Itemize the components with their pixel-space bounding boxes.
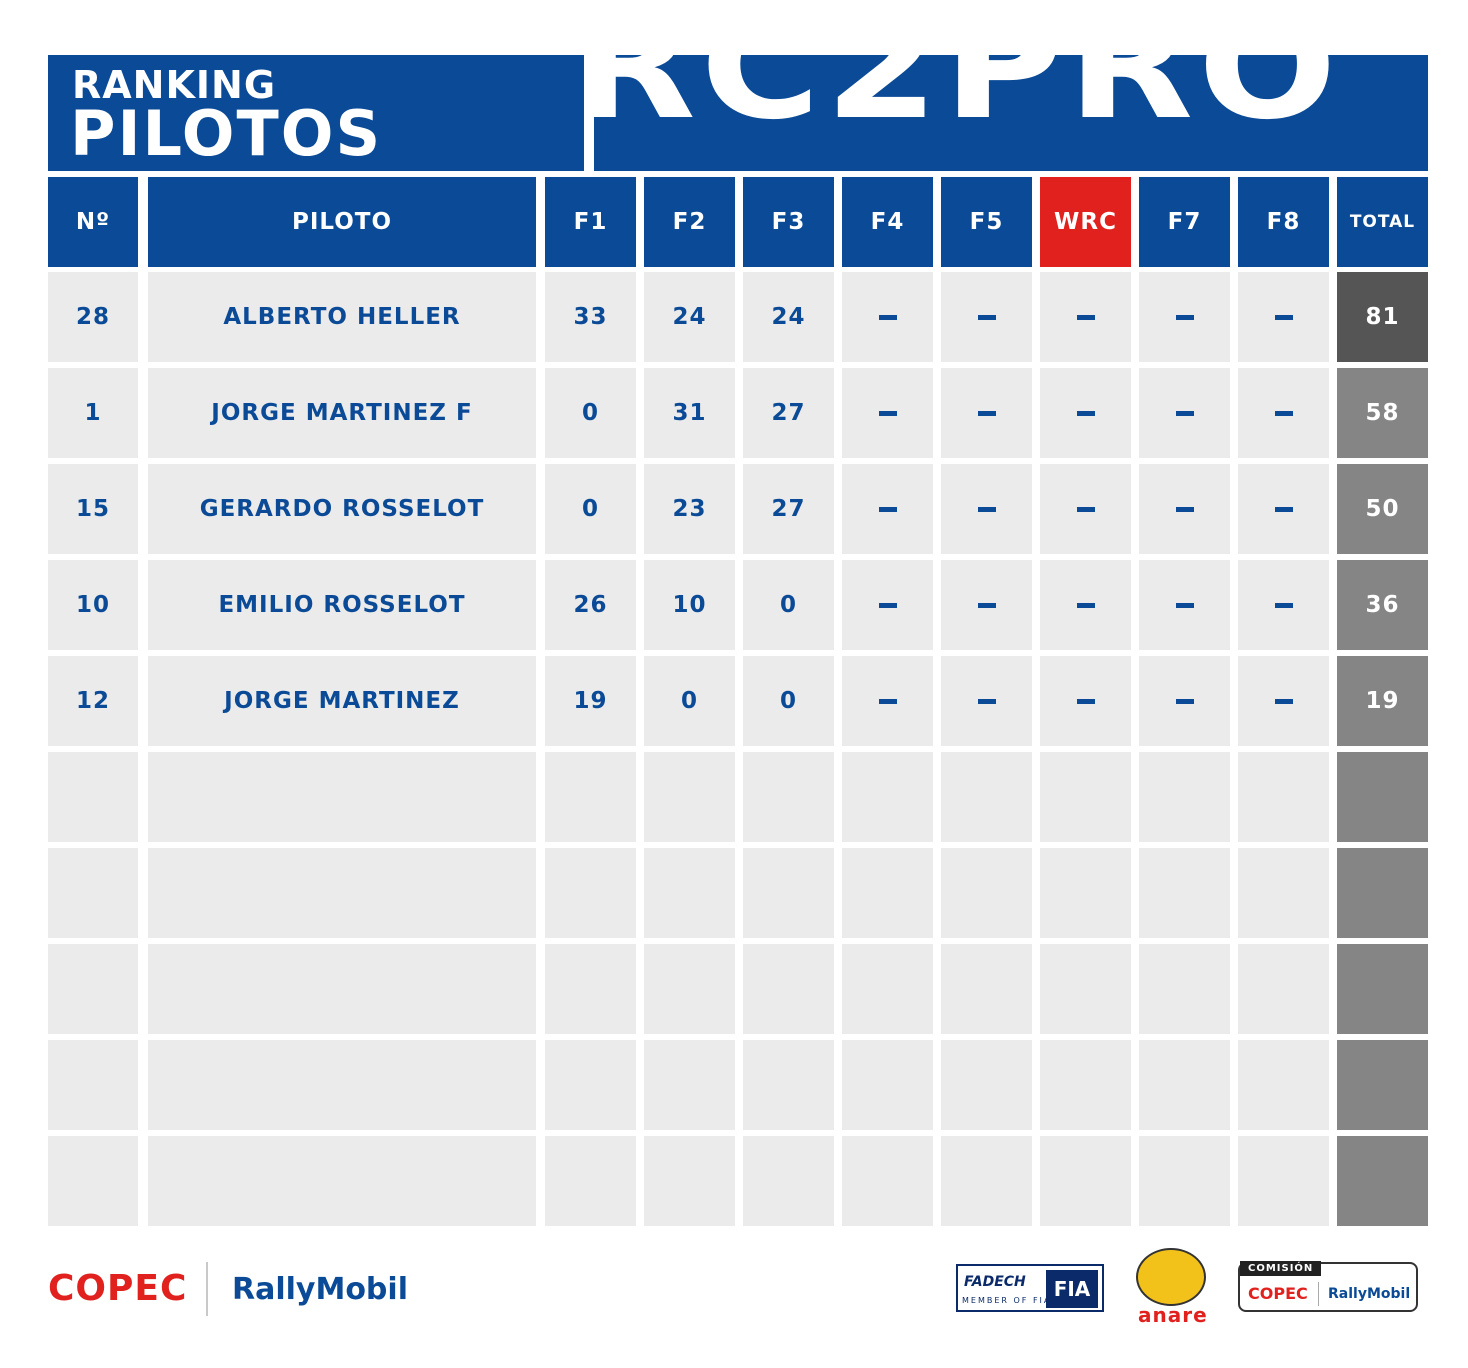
total-points: 19 — [1337, 656, 1428, 746]
round-score — [1040, 656, 1131, 746]
comision-rallymobil-logo: RallyMobil — [1328, 1286, 1411, 1302]
empty-cell — [743, 1040, 834, 1130]
empty-cell — [48, 944, 138, 1034]
empty-cell — [48, 1040, 138, 1130]
round-score — [1139, 560, 1230, 650]
empty-cell — [842, 1040, 933, 1130]
round-score — [842, 656, 933, 746]
header-n: Nº — [48, 177, 138, 267]
no-score-dash — [879, 315, 897, 320]
row-number: 1 — [48, 368, 138, 458]
empty-cell — [1238, 1040, 1329, 1130]
no-score-dash — [1275, 411, 1293, 416]
no-score-dash — [1077, 411, 1095, 416]
empty-cell — [545, 752, 636, 842]
fadech-text: FADECH — [964, 1274, 1026, 1290]
round-score — [842, 464, 933, 554]
round-score: 31 — [644, 368, 735, 458]
round-score: 19 — [545, 656, 636, 746]
empty-cell — [1040, 1040, 1131, 1130]
round-score — [941, 368, 1032, 458]
empty-cell — [1139, 848, 1230, 938]
no-score-dash — [978, 411, 996, 416]
empty-cell — [941, 752, 1032, 842]
rallymobil-logo: RallyMobil — [232, 1272, 408, 1307]
round-score — [1238, 272, 1329, 362]
header-f5: F5 — [941, 177, 1032, 267]
round-score: 0 — [545, 464, 636, 554]
no-score-dash — [879, 507, 897, 512]
no-score-dash — [879, 699, 897, 704]
empty-cell — [545, 848, 636, 938]
no-score-dash — [1077, 315, 1095, 320]
round-score: 0 — [545, 368, 636, 458]
empty-cell — [1238, 848, 1329, 938]
row-number: 15 — [48, 464, 138, 554]
no-score-dash — [978, 507, 996, 512]
round-score — [1040, 560, 1131, 650]
total-points: 58 — [1337, 368, 1428, 458]
empty-cell — [48, 848, 138, 938]
round-score: 10 — [644, 560, 735, 650]
empty-cell — [1040, 1136, 1131, 1226]
round-score — [1238, 656, 1329, 746]
empty-cell — [148, 848, 536, 938]
anare-badge-icon — [1136, 1248, 1206, 1306]
no-score-dash — [1275, 699, 1293, 704]
no-score-dash — [978, 315, 996, 320]
empty-cell — [644, 1136, 735, 1226]
total-points: 36 — [1337, 560, 1428, 650]
row-number: 10 — [48, 560, 138, 650]
pilot-name: GERARDO ROSSELOT — [148, 464, 536, 554]
empty-cell — [148, 1040, 536, 1130]
round-score: 24 — [743, 272, 834, 362]
empty-cell — [545, 944, 636, 1034]
empty-cell — [1238, 1136, 1329, 1226]
empty-cell — [644, 752, 735, 842]
round-score — [842, 272, 933, 362]
total-points: 81 — [1337, 272, 1428, 362]
empty-cell — [644, 944, 735, 1034]
empty-cell — [1139, 1040, 1230, 1130]
round-score: 27 — [743, 464, 834, 554]
empty-cell — [842, 848, 933, 938]
round-score — [941, 272, 1032, 362]
pilot-name: EMILIO ROSSELOT — [148, 560, 536, 650]
empty-cell — [1139, 944, 1230, 1034]
header-f8: F8 — [1238, 177, 1329, 267]
empty-cell — [148, 752, 536, 842]
no-score-dash — [879, 603, 897, 608]
no-score-dash — [1275, 315, 1293, 320]
fia-badge: FIA — [1046, 1270, 1098, 1308]
pilot-name: JORGE MARTINEZ F — [148, 368, 536, 458]
header-total: TOTAL — [1337, 177, 1428, 267]
round-score — [1040, 272, 1131, 362]
pilotos-label: PILOTOS — [70, 97, 383, 170]
empty-cell — [1238, 944, 1329, 1034]
round-score — [1040, 464, 1131, 554]
empty-cell — [941, 1040, 1032, 1130]
empty-cell — [545, 1136, 636, 1226]
no-score-dash — [1176, 603, 1194, 608]
total-points: 50 — [1337, 464, 1428, 554]
pilot-name: ALBERTO HELLER — [148, 272, 536, 362]
empty-cell — [644, 1040, 735, 1130]
round-score — [1040, 368, 1131, 458]
round-score — [1139, 272, 1230, 362]
empty-cell — [148, 944, 536, 1034]
no-score-dash — [1176, 507, 1194, 512]
empty-cell — [842, 752, 933, 842]
empty-cell — [743, 848, 834, 938]
empty-cell — [743, 944, 834, 1034]
round-score — [1238, 464, 1329, 554]
empty-cell — [941, 1136, 1032, 1226]
empty-cell — [842, 1136, 933, 1226]
header-f3: F3 — [743, 177, 834, 267]
category-title: RC2PRO — [570, 0, 1342, 152]
empty-cell — [1238, 752, 1329, 842]
empty-cell — [1139, 752, 1230, 842]
empty-cell — [148, 1136, 536, 1226]
header-f7: F7 — [1139, 177, 1230, 267]
no-score-dash — [1176, 699, 1194, 704]
empty-total-cell — [1337, 944, 1428, 1034]
round-score — [1238, 368, 1329, 458]
empty-cell — [48, 752, 138, 842]
comision-copec-logo: COPEC — [1248, 1284, 1308, 1303]
header-f2: F2 — [644, 177, 735, 267]
round-score — [1139, 656, 1230, 746]
empty-cell — [48, 1136, 138, 1226]
no-score-dash — [879, 411, 897, 416]
round-score: 0 — [743, 656, 834, 746]
comision-label: COMISIÓN — [1240, 1261, 1321, 1276]
no-score-dash — [1077, 507, 1095, 512]
no-score-dash — [978, 603, 996, 608]
empty-cell — [1040, 848, 1131, 938]
header-f4: F4 — [842, 177, 933, 267]
round-score — [1139, 464, 1230, 554]
round-score — [941, 656, 1032, 746]
empty-cell — [743, 752, 834, 842]
round-score: 24 — [644, 272, 735, 362]
header-piloto: PILOTO — [148, 177, 536, 267]
header-wrc: WRC — [1040, 177, 1131, 267]
round-score — [941, 560, 1032, 650]
round-score — [941, 464, 1032, 554]
round-score: 23 — [644, 464, 735, 554]
no-score-dash — [1176, 315, 1194, 320]
round-score — [1139, 368, 1230, 458]
row-number: 12 — [48, 656, 138, 746]
comision-divider — [1318, 1282, 1319, 1306]
round-score — [842, 560, 933, 650]
empty-total-cell — [1337, 1040, 1428, 1130]
round-score: 0 — [743, 560, 834, 650]
empty-total-cell — [1337, 848, 1428, 938]
empty-cell — [644, 848, 735, 938]
row-number: 28 — [48, 272, 138, 362]
no-score-dash — [1275, 507, 1293, 512]
footer-divider — [206, 1262, 208, 1316]
empty-total-cell — [1337, 1136, 1428, 1226]
no-score-dash — [1176, 411, 1194, 416]
anare-logo: anare — [1138, 1303, 1208, 1327]
empty-total-cell — [1337, 752, 1428, 842]
round-score: 0 — [644, 656, 735, 746]
round-score: 33 — [545, 272, 636, 362]
round-score — [1238, 560, 1329, 650]
empty-cell — [1040, 752, 1131, 842]
no-score-dash — [1077, 603, 1095, 608]
copec-logo: COPEC — [48, 1268, 188, 1309]
empty-cell — [545, 1040, 636, 1130]
empty-cell — [941, 944, 1032, 1034]
no-score-dash — [1275, 603, 1293, 608]
ranking-label: RANKING — [72, 63, 277, 107]
round-score: 26 — [545, 560, 636, 650]
round-score: 27 — [743, 368, 834, 458]
fadech-fia-logo — [956, 1264, 1104, 1312]
fia-member-text: MEMBER OF FIA — [962, 1296, 1052, 1305]
empty-cell — [1040, 944, 1131, 1034]
round-score — [842, 368, 933, 458]
no-score-dash — [1077, 699, 1095, 704]
pilot-name: JORGE MARTINEZ — [148, 656, 536, 746]
empty-cell — [941, 848, 1032, 938]
empty-cell — [842, 944, 933, 1034]
no-score-dash — [978, 699, 996, 704]
header-f1: F1 — [545, 177, 636, 267]
empty-cell — [1139, 1136, 1230, 1226]
empty-cell — [743, 1136, 834, 1226]
